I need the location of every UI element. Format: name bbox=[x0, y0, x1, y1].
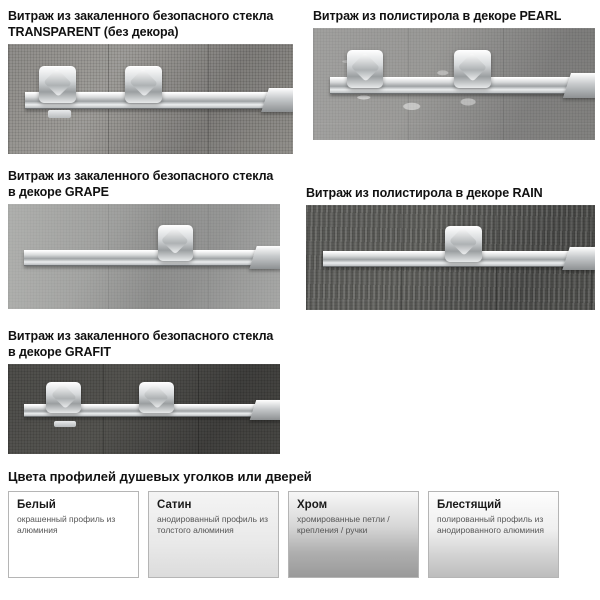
product-panel-transparent bbox=[8, 8, 293, 154]
product-panel-rain bbox=[306, 185, 595, 310]
swatch-name: Белый bbox=[17, 499, 56, 511]
swatch-description: окрашенный профиль из алюминия bbox=[17, 514, 116, 535]
product-photo-grape bbox=[8, 204, 280, 309]
color-swatch-satin[interactable] bbox=[148, 491, 279, 578]
shower-rail bbox=[24, 250, 274, 266]
product-panel-grafit bbox=[8, 328, 280, 454]
product-photo-pearl bbox=[313, 28, 595, 140]
panel-caption: Витраж из полистирола в декоре PEARL bbox=[313, 9, 562, 23]
swatch-name: Хром bbox=[297, 499, 328, 511]
shower-bracket-left bbox=[39, 66, 76, 103]
panel-caption: Витраж из закаленного безопасного стекла в декоре GRAPE bbox=[8, 169, 274, 199]
swatch-name: Блестящий bbox=[437, 499, 502, 511]
shower-bracket-right bbox=[125, 66, 162, 103]
brand-badge bbox=[54, 421, 76, 427]
product-photo-transparent bbox=[8, 44, 293, 154]
brand-badge bbox=[48, 110, 71, 118]
color-swatch-list bbox=[8, 491, 559, 578]
product-photo-rain bbox=[306, 205, 595, 310]
panel-caption: Витраж из полистирола в декоре RAIN bbox=[306, 186, 543, 200]
color-swatch-chrome[interactable] bbox=[288, 491, 419, 578]
section-title-muted: душевых уголков или дверей bbox=[116, 469, 312, 484]
shower-bracket-right bbox=[454, 50, 491, 88]
color-swatch-white[interactable] bbox=[8, 491, 139, 578]
shower-bracket-right bbox=[158, 225, 193, 261]
panel-caption: Витраж из закаленного безопасного стекла TRANSPARENT (без декора) bbox=[8, 9, 274, 39]
panel-caption: Витраж из закаленного безопасного стекла в декоре GRAFIT bbox=[8, 329, 274, 359]
product-panel-pearl bbox=[313, 8, 595, 140]
section-title-strong: Цвета профилей bbox=[8, 469, 116, 484]
swatch-description: полированный профиль из анодированного алюминия bbox=[437, 514, 544, 535]
swatch-description: хромированные петли / крепления / ручки bbox=[297, 514, 390, 535]
shower-rail-end bbox=[250, 400, 280, 420]
color-swatch-glossy[interactable] bbox=[428, 491, 559, 578]
product-panel-grape bbox=[8, 168, 280, 309]
colors-section-title bbox=[8, 468, 312, 486]
shower-bracket-left bbox=[347, 50, 384, 88]
shower-bracket-right bbox=[445, 226, 483, 262]
swatch-description: анодированный профиль из толстого алюминия bbox=[157, 514, 269, 535]
product-photo-grafit bbox=[8, 364, 280, 454]
shower-bracket-right bbox=[139, 382, 174, 413]
swatch-name: Сатин bbox=[157, 499, 192, 511]
shower-bracket-left bbox=[46, 382, 81, 413]
